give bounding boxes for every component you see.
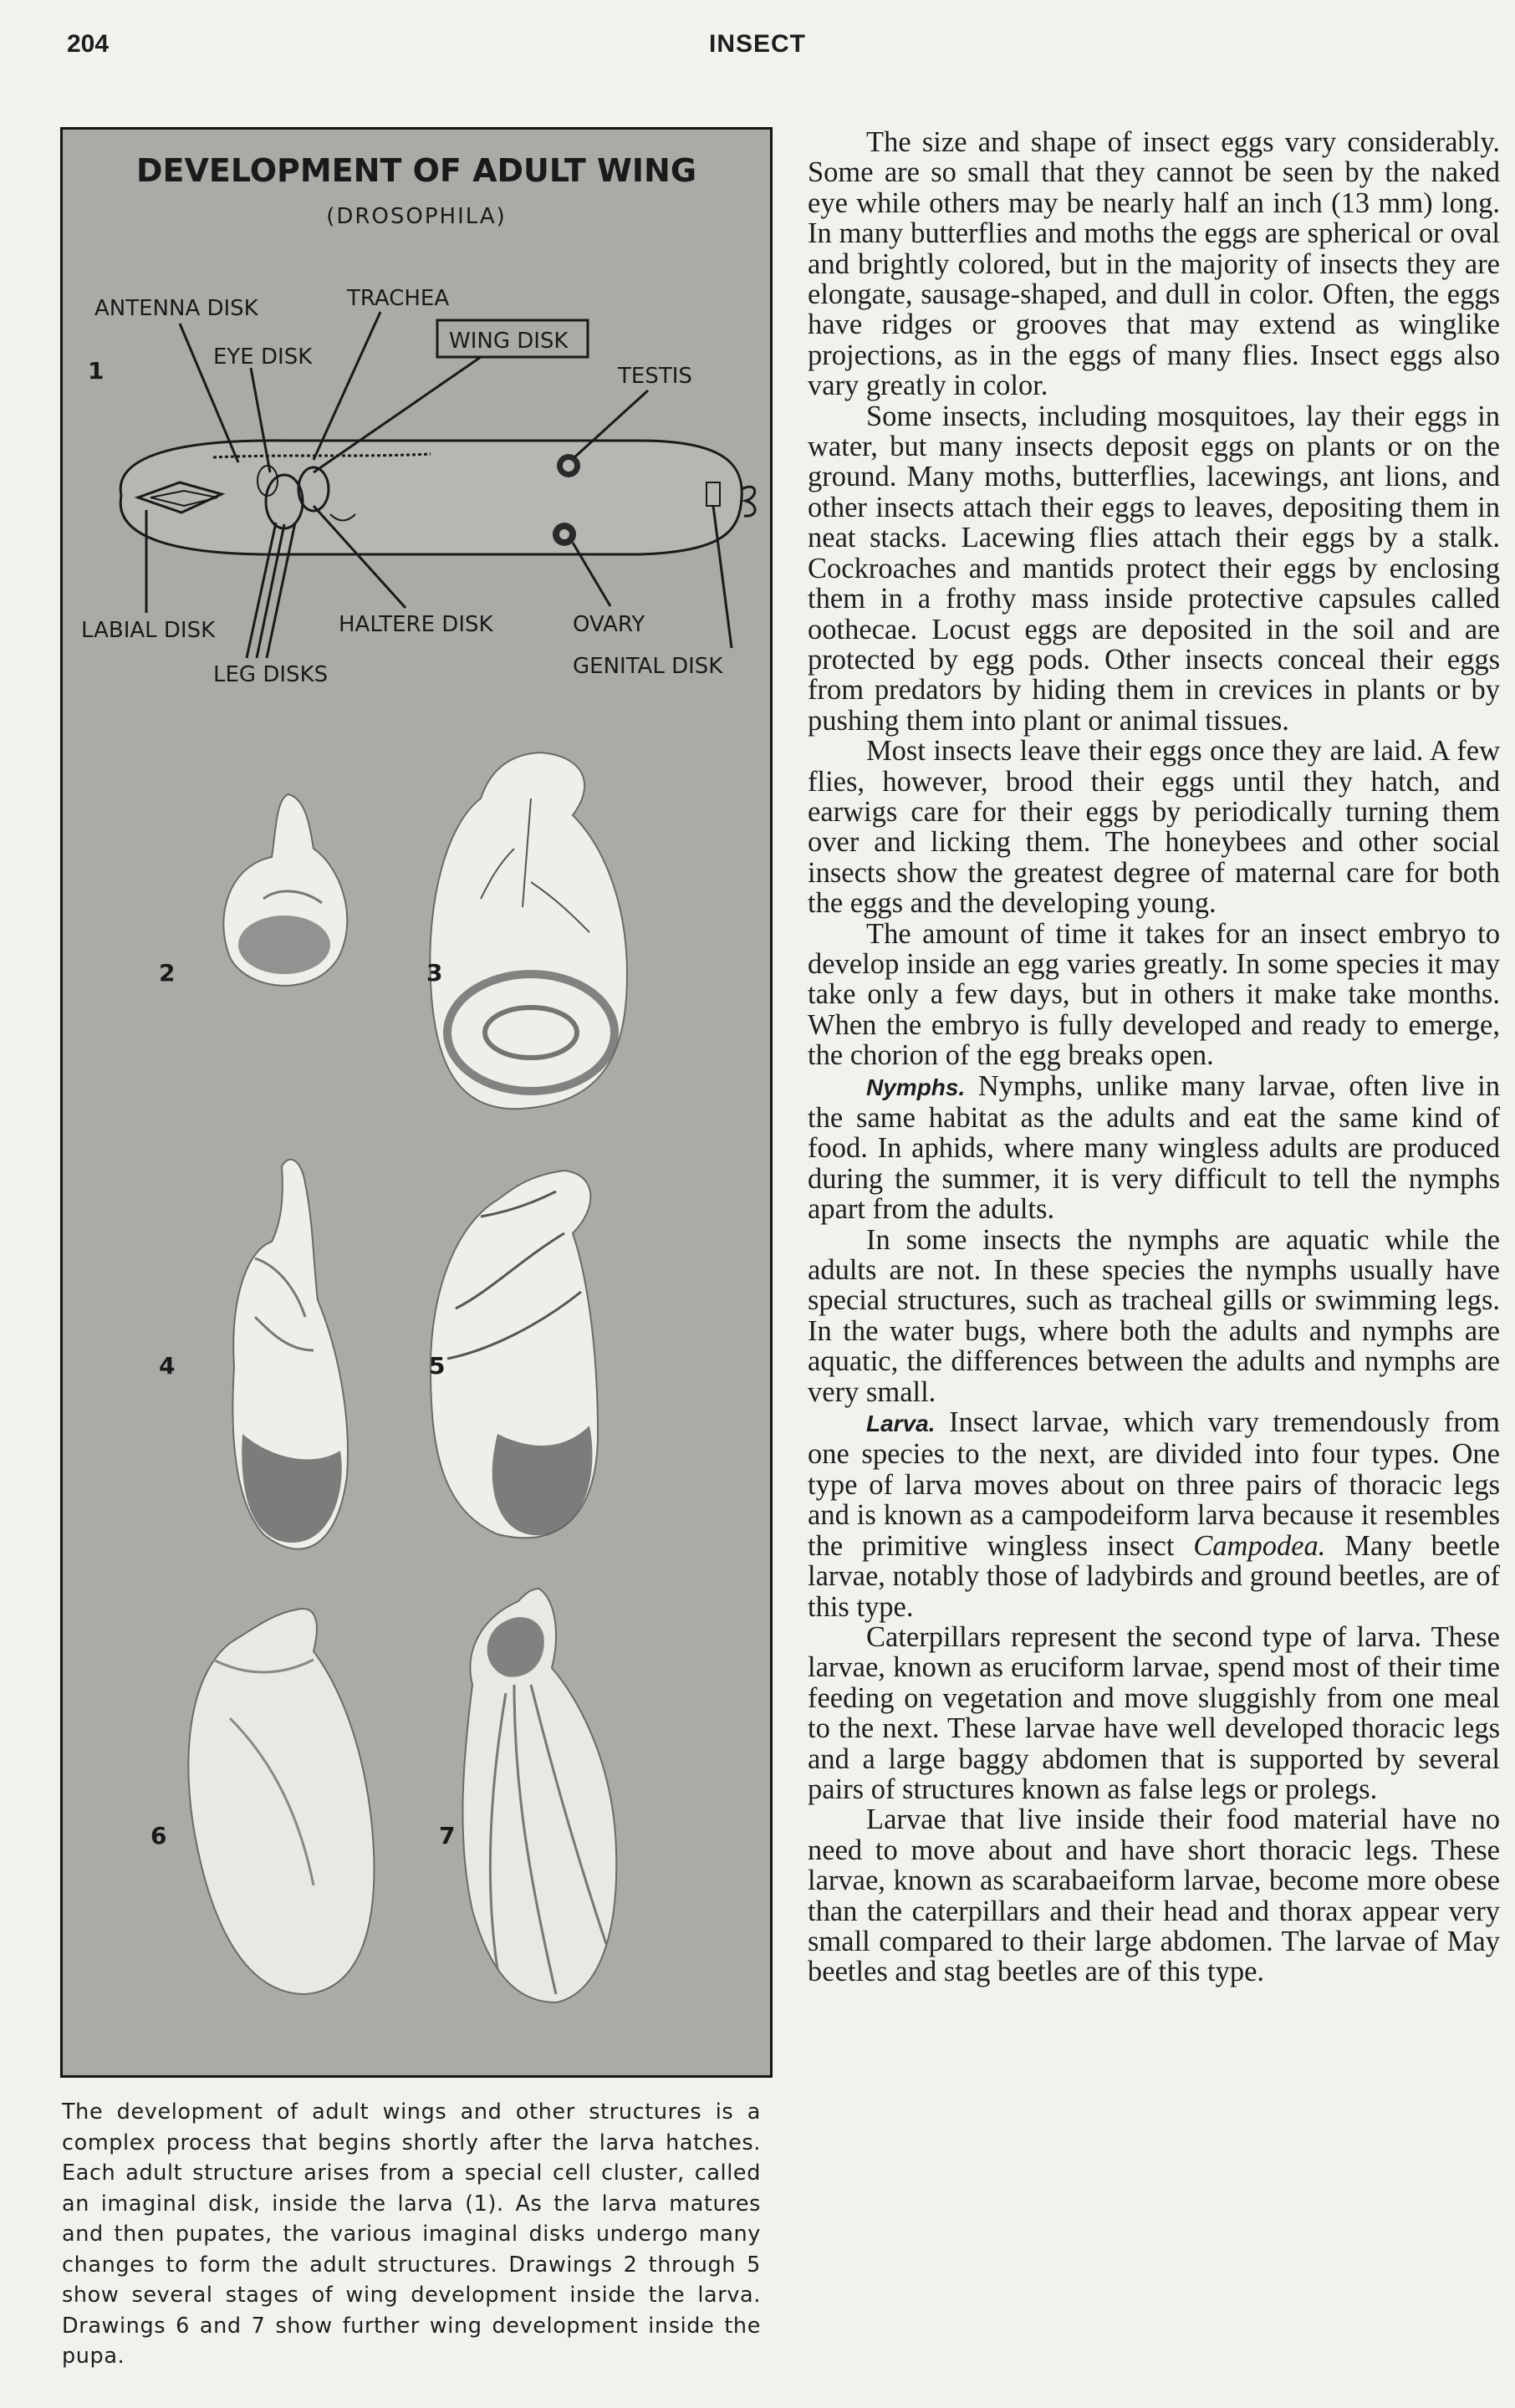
genus-campodea: Campodea. [1193, 1529, 1326, 1562]
stage-2-drawing [223, 794, 347, 986]
stage-3-drawing [430, 752, 627, 1109]
label-wing-disk: WING DISK [449, 329, 569, 354]
label-ovary: OVARY [573, 612, 645, 637]
figure-illustration [63, 130, 770, 2075]
stage-number-5: 5 [429, 1352, 446, 1380]
stage-number-4: 4 [159, 1352, 176, 1380]
nymphs-text: Nymphs, unlike many larvae, often live in the same habitat as the adults and eat the same kind of food. In aphids, where many wingless adults are produced during the summer, it is very difficult to tell the nymphs apart from the adults. [808, 1069, 1501, 1226]
label-testis: TESTIS [618, 364, 692, 389]
body-column [808, 127, 1500, 1987]
paragraph-scarabaeiform: Larvae that live inside their food material have no need to move about and have short thoracic legs. These larvae, known as scarabaeiform larvae, become more obese than the caterpillars and their head and thorax appear very small compared to their large abdomen. The larvae of May beetles and stag beetles are of this type. [808, 1803, 1500, 1988]
page-header [0, 30, 1515, 67]
figure-caption: The development of adult wings and other structures is a complex process that begins shortly after the larva hatches. Each adult structure arises from a special cell cluster, called an imaginal disk, inside the larva (1). As the larva matures and then pupates, the various imaginal disks undergo many changes to form the adult structures. Drawings 2 through 5 show several stages of wing development inside the larva. Drawings 6 and 7 show further wing development inside the pupa. [62, 2099, 761, 2369]
section-head-nymphs: Nymphs. [866, 1074, 966, 1100]
label-genital-disk: GENITAL DISK [573, 654, 723, 679]
paragraph-larva [808, 1407, 1500, 1622]
section-head-larva: Larva. [866, 1411, 936, 1437]
stage-number-3: 3 [426, 959, 443, 987]
larva-text-b: Many beetle larvae, notably those of ladybirds and ground beetles, are of this type. [808, 1529, 1500, 1623]
larva-text-a: Insect larvae, which vary tremendously from one species to the next, are divided into four types. One type of larva moves about on three pairs of thoracic legs and is known as a campodeiform larva because it resembles the primitive wingless insect [808, 1406, 1500, 1562]
stage-number-7: 7 [439, 1822, 456, 1849]
paragraph-egg-size: The size and shape of insect eggs vary considerably. Some are so small that they cannot be seen by the naked eye while others may be nearly half an inch (13 mm) long. In many butterflies and moths the eggs are spherical or oval and brightly colored, but in the majority of insects they are elongate, sausage-shaped, and dull in color. Often, the eggs have ridges or grooves that may extend as winglike projections, as in the eggs of many flies. Insect eggs also vary greatly in color. [808, 126, 1500, 402]
paragraph-egg-laying: Some insects, including mosquitoes, lay their eggs in water, but many insects deposit eggs on plants or on the ground. Many moths, butterflies, lacewings, ant lions, and other insects attach their eggs to leaves, depositing them in neat stacks. Lacewing flies attach their eggs by a stalk. Cockroaches and mantids protect their eggs by enclosing them in a frothy mass inside protective capsules called oothecae. Locust eggs are deposited in the soil and are protected by egg pods. Other insects conceal their eggs from predators by hiding them in crevices in plants or by pushing them into plant or animal tissues. [808, 400, 1500, 737]
label-labial-disk: LABIAL DISK [81, 618, 216, 643]
stage-number-6: 6 [150, 1822, 167, 1849]
paragraph-nymphs [808, 1071, 1500, 1225]
stage-4-drawing [232, 1160, 348, 1549]
paragraph-aquatic-nymphs: In some insects the nymphs are aquatic while the adults are not. In these species the nymphs usually have special structures, such as tracheal gills or swimming legs. In the water bugs, where both the adults and nymphs are aquatic, the differences between the adults and nymphs are very small. [808, 1223, 1500, 1408]
stage-5-drawing [431, 1171, 598, 1538]
paragraph-embryo: The amount of time it takes for an insect embryo to develop inside an egg varies greatly. In some species it may take only a few days, but in others it make take months. When the embryo is fully developed and ready to emerge, the chorion of the egg breaks open. [808, 917, 1500, 1072]
label-eye-disk: EYE DISK [213, 344, 313, 370]
paragraph-egg-care: Most insects leave their eggs once they are laid. A few flies, however, brood their eggs until they hatch, and earwigs care for their eggs by periodically turning them over and licking them. The honeybees and other social insects show the greatest degree of maternal care for both the eggs and the developing young. [808, 735, 1500, 920]
figure-subtitle: (DROSOPHILA) [326, 204, 507, 229]
page-number: 204 [67, 30, 110, 58]
figure-panel [60, 127, 773, 2078]
running-head: INSECT [708, 30, 806, 58]
label-haltere-disk: HALTERE DISK [339, 612, 493, 637]
stage-7-drawing [462, 1589, 616, 2002]
label-antenna-disk: ANTENNA DISK [94, 296, 258, 321]
figure-title: DEVELOPMENT OF ADULT WING [135, 152, 697, 189]
larva-diagram [120, 441, 755, 554]
label-leg-disks: LEG DISKS [213, 662, 329, 687]
stage-number-1: 1 [88, 357, 105, 385]
stage-number-2: 2 [159, 959, 176, 987]
label-trachea: TRACHEA [347, 286, 450, 311]
paragraph-caterpillars: Caterpillars represent the second type of larva. These larvae, known as eruciform larvae, spend most of their time feeding on vegetation and move sluggishly from one meal to the next. These larvae have well developed thoracic legs and a large baggy abdomen that is supported by several pairs of structures known as false legs or prolegs. [808, 1620, 1500, 1805]
stage-6-drawing [188, 1609, 374, 1994]
